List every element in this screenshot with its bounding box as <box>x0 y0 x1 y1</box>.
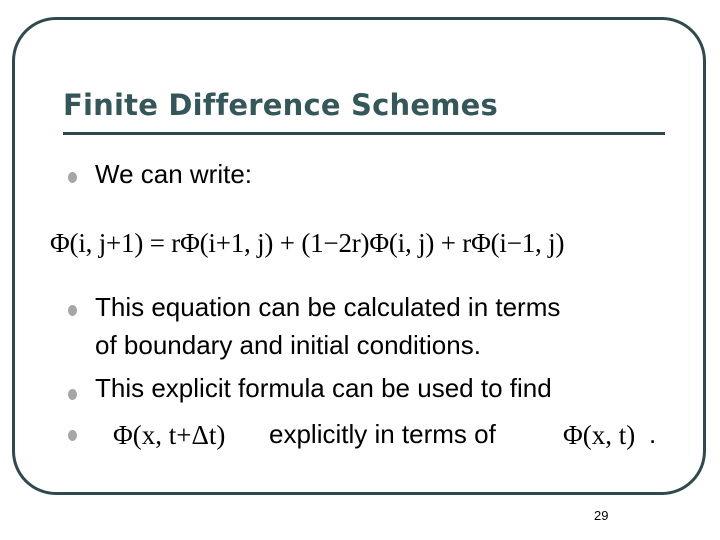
bullet-icon <box>68 305 77 316</box>
bullet-text-line-2: of boundary and initial conditions. <box>95 330 481 360</box>
bullet-text-line-1: This equation can be calculated in terms <box>95 292 561 322</box>
math-phi-x-t-plus-dt: Φ(x, t+Δt) <box>113 420 226 450</box>
bullet-icon <box>68 172 77 183</box>
bullet-text-we-can-write: We can write: <box>95 159 253 189</box>
math-phi-x-t: Φ(x, t) <box>563 420 636 450</box>
slide-number: 29 <box>594 508 609 523</box>
title-underline <box>63 132 665 135</box>
bullet-text-explicitly: explicitly in terms of <box>269 419 496 449</box>
equation: Φ(i, j+1) = rΦ(i+1, j) + (1−2r)Φ(i, j) + rΦ(i−1, j) <box>50 228 565 258</box>
period: . <box>649 419 657 449</box>
bullet-text-explicit-formula: This explicit formula can be used to find <box>95 373 552 403</box>
bullet-icon <box>68 430 77 441</box>
bullet-icon <box>68 389 77 400</box>
slide-title: Finite Difference Schemes <box>63 88 498 122</box>
